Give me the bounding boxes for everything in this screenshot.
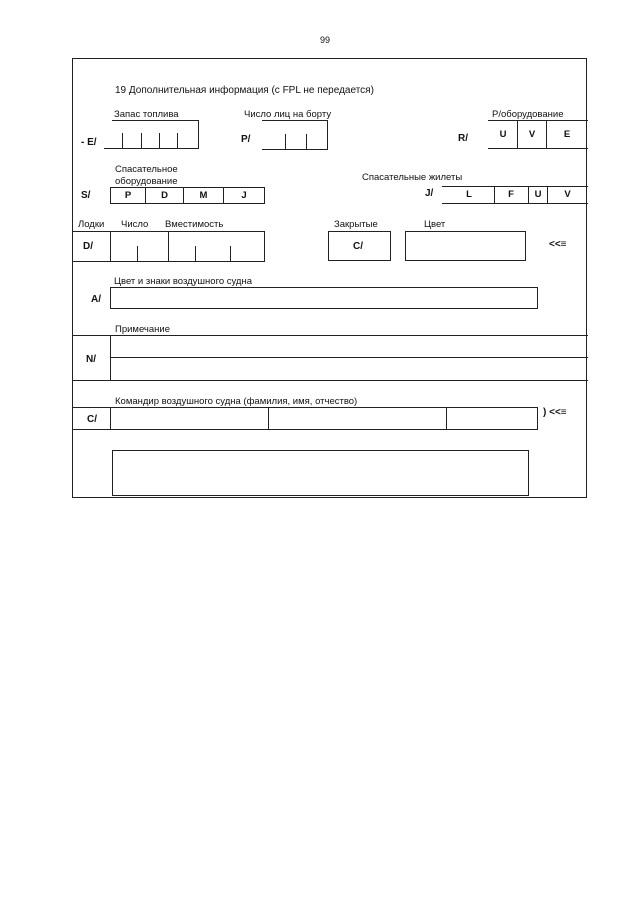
fuel-label: Запас топлива: [114, 109, 179, 120]
pilot-name-field[interactable]: [111, 408, 537, 428]
survival-cell-d[interactable]: D: [161, 190, 168, 201]
covered-prefix: C/: [353, 241, 363, 252]
survival-cell-m[interactable]: M: [199, 190, 208, 201]
color-end-marker: <<≡: [549, 239, 567, 250]
persons-label: Число лиц на борту: [244, 109, 332, 120]
radio-label: Р/оборудование: [492, 109, 564, 120]
radio-cell-v[interactable]: V: [528, 129, 536, 140]
dinghies-label: Лодки: [78, 219, 105, 230]
jackets-prefix: J/: [425, 188, 434, 199]
page-number: 99: [320, 35, 331, 45]
aircraft-field[interactable]: [110, 287, 538, 309]
jackets-cell-u[interactable]: U: [534, 189, 542, 200]
fuel-field[interactable]: [104, 121, 198, 147]
aircraft-label: Цвет и знаки воздушного судна: [114, 276, 253, 287]
remarks-prefix: N/: [86, 354, 96, 365]
jackets-cell-v[interactable]: V: [564, 189, 571, 200]
persons-prefix: P/: [241, 134, 251, 145]
survival-label-line1: Спасательное: [115, 164, 178, 175]
dinghies-prefix: D/: [83, 241, 93, 252]
dinghies-capacity-field[interactable]: [169, 232, 263, 260]
remarks-label: Примечание: [115, 324, 170, 335]
dinghies-capacity-label: Вместимость: [165, 219, 224, 230]
color-label: Цвет: [424, 219, 446, 230]
dinghies-number-field[interactable]: [111, 232, 167, 260]
pilot-label: Командир воздушного судна (фамилия, имя, отчество): [115, 396, 358, 407]
pilot-end-marker: ) <<≡: [543, 407, 567, 418]
aircraft-prefix: A/: [91, 294, 101, 305]
blank-box[interactable]: [112, 450, 529, 496]
section-title: 19 Дополнительная информация (с FPL не передается): [115, 85, 374, 96]
fuel-prefix: - E/: [81, 137, 97, 148]
color-field[interactable]: [405, 231, 526, 261]
radio-cell-e[interactable]: E: [563, 129, 571, 140]
radio-prefix: R/: [458, 133, 468, 144]
survival-cell-j[interactable]: J: [241, 190, 247, 201]
survival-cell-p[interactable]: P: [124, 190, 132, 201]
survival-label-line2: оборудование: [115, 176, 178, 187]
survival-prefix: S/: [81, 190, 91, 201]
dinghies-number-label: Число: [121, 219, 149, 230]
persons-field[interactable]: [262, 121, 326, 148]
pilot-prefix: C/: [87, 414, 97, 425]
radio-cell-u[interactable]: U: [499, 129, 507, 140]
jackets-cell-l[interactable]: L: [466, 189, 472, 200]
jackets-cell-f[interactable]: F: [508, 189, 514, 200]
covered-label: Закрытые: [334, 219, 378, 230]
jackets-label: Спасательные жилеты: [362, 172, 463, 183]
remarks-field[interactable]: [111, 336, 587, 379]
